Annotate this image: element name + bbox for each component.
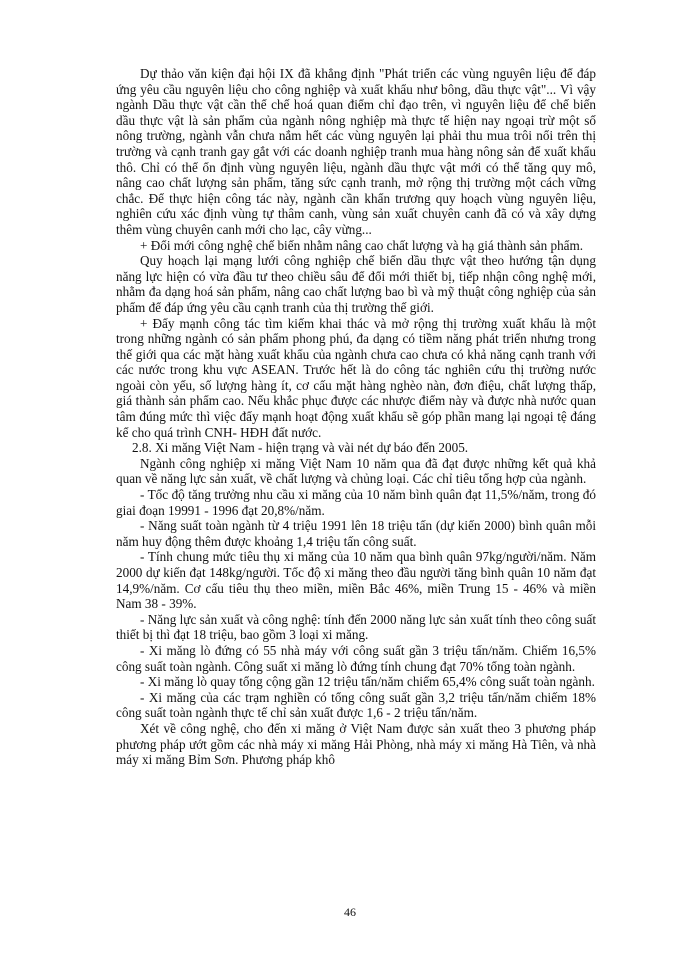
page-number: 46: [344, 905, 356, 919]
paragraph-technology-methods: Xét về công nghệ, cho đến xi măng ở Việt Nam được sản xuất theo 3 phương pháp phương pháp ướt gồm các nhà máy xi măng Hải Phòng, nhà máy xi măng Hà Tiên, và nhà máy xi măng Bỉm Sơn. Phương pháp khô: [116, 720, 596, 768]
paragraph-rotary-kiln: - Xi măng lò quay tổng cộng gần 12 triệu tấn/năm chiếm 65,4% công suất toàn ngành.: [140, 674, 595, 690]
paragraph-grinding-stations: - Xi măng của các trạm nghiền có tổng công suất gần 3,2 triệu tấn/năm chiếm 18% công suất toàn ngành thực tế chỉ sản xuất được 1,6 - 2 triệu tấn/năm.: [116, 689, 596, 721]
paragraph-technology-innovation: + Đổi mới công nghệ chế biến nhằm nâng cao chất lượng và hạ giá thành sản phẩm.: [140, 237, 584, 253]
paragraph-network-planning: Quy hoạch lại mạng lưới công nghiệp chế biến dầu thực vật theo hướng tận dụng năng lực hiện có vừa đầu tư theo chiều sâu để đổi mới thiết bị, tiếp nhận công nghệ mới, nhằm đa dạng hoá sản phẩm, nâng cao chất lượng bao bì và mỹ thuật công nghiệp của sản phẩm để đáp ứng yêu cầu cạnh tranh của thị trường thế giới.: [116, 253, 596, 315]
paragraph-export-market: + Đẩy mạnh công tác tìm kiếm khai thác và mở rộng thị trường xuất khẩu là một trong những ngành có sản phẩm phong phú, đa dạng có tiềm năng phát triển nhưng trong thế giới qua các mặt hàng xuất khẩu của ngành chưa cao chưa có khả năng cạnh tranh với các nước trong khu vực ASEAN. Trước hết là do công tác nghiên cứu thị trường nước ngoài còn yếu, số lượng hàng ít, cơ cấu mặt hàng nghèo nàn, đơn điệu, chất lượng thấp, giá thành sản phẩm cao. Nếu khắc phục được các nhược điểm này và được nhà nước quan tâm đúng mức thì việc đẩy mạnh hoạt động xuất khẩu sẽ góp phần mang lại ngoại tệ đáng kể cho quá trình CNH- HĐH đất nước.: [116, 315, 596, 440]
paragraph-cement-overview: Ngành công nghiệp xi măng Việt Nam 10 năm qua đã đạt được những kết quả khả quan về năng lực sản xuất, về chất lượng và chủng loại. Các chỉ tiêu tổng hợp của ngành.: [116, 455, 596, 487]
paragraph-vertical-kiln: - Xi măng lò đứng có 55 nhà máy với công suất gần 3 triệu tấn/năm. Chiếm 16,5% công suất toàn ngành. Công suất xi măng lò đứng tính chung đạt 70% tổng toàn ngành.: [116, 642, 596, 674]
paragraph-capacity: - Năng suất toàn ngành từ 4 triệu 1991 lên 18 triệu tấn (dự kiến 2000) bình quân mỗi năm huy động thêm được khoảng 1,4 triệu tấn công suất.: [116, 518, 596, 549]
section-heading-cement: 2.8. Xi măng Việt Nam - hiện trạng và vài nét dự báo đến 2005.: [132, 440, 469, 456]
paragraph-consumption: - Tính chung mức tiêu thụ xi măng của 10 năm qua bình quân 97kg/người/năm. Năm 2000 dự kiến đạt 148kg/người. Tốc độ xi măng theo đầu người tăng bình quân 10 năm đạt 14,9%/năm. Cơ cấu tiêu thụ theo miền, miền Bắc 46%, miền Trung 15 - 46% và miền Nam 38 - 39%.: [116, 549, 596, 612]
paragraph-raw-materials: Dự thảo văn kiện đại hội IX đã khẳng định "Phát triển các vùng nguyên liệu để đáp ứng yêu cầu nguyên liệu cho công nghiệp và xuất khẩu như bông, dầu thực vật"... Vì vậy ngành Dầu thực vật cần thể chế hoá quan điểm chỉ đạo trên, vì nguyên liệu để chế biến dầu thực vật là sản phẩm của ngành nông nghiệp mà thực tế hiện nay ngoại trừ một số nông trường, ngành vẫn chưa nắm hết các vùng nguyên lại phải thu mua trôi nổi trên thị trường và cạnh tranh gay gắt với các doanh nghiệp tranh mua hàng nông sản để xuất khẩu thô. Chỉ có thể ổn định vùng nguyên liệu, ngành dầu thực vật mới có thể tăng quy mô, nâng cao chất lượng sản phẩm, tăng sức cạnh tranh, mở rộng thị trường một cách vững chắc. Để thực hiện công tác này, ngành cần khẩn trương quy hoạch vùng nguyên liệu, nghiên cứu xác định vùng tự thâm canh, vùng sản xuất chuyên canh đã có và xây dựng thêm vùng chuyên canh mới cho lạc, cây vừng...: [116, 66, 596, 237]
paragraph-growth-rate: - Tốc độ tăng trưởng nhu cầu xi măng của 10 năm bình quân đạt 11,5%/năm, trong đó giai đoạn 19991 - 1996 đạt 20,8%/năm.: [116, 487, 596, 518]
document-page: [116, 66, 596, 768]
paragraph-production-technology: - Năng lực sản xuất và công nghệ: tính đến 2000 năng lực sản xuất tính theo công suất thiết bị thì đạt 18 triệu, bao gồm 3 loại xi măng.: [116, 611, 596, 643]
